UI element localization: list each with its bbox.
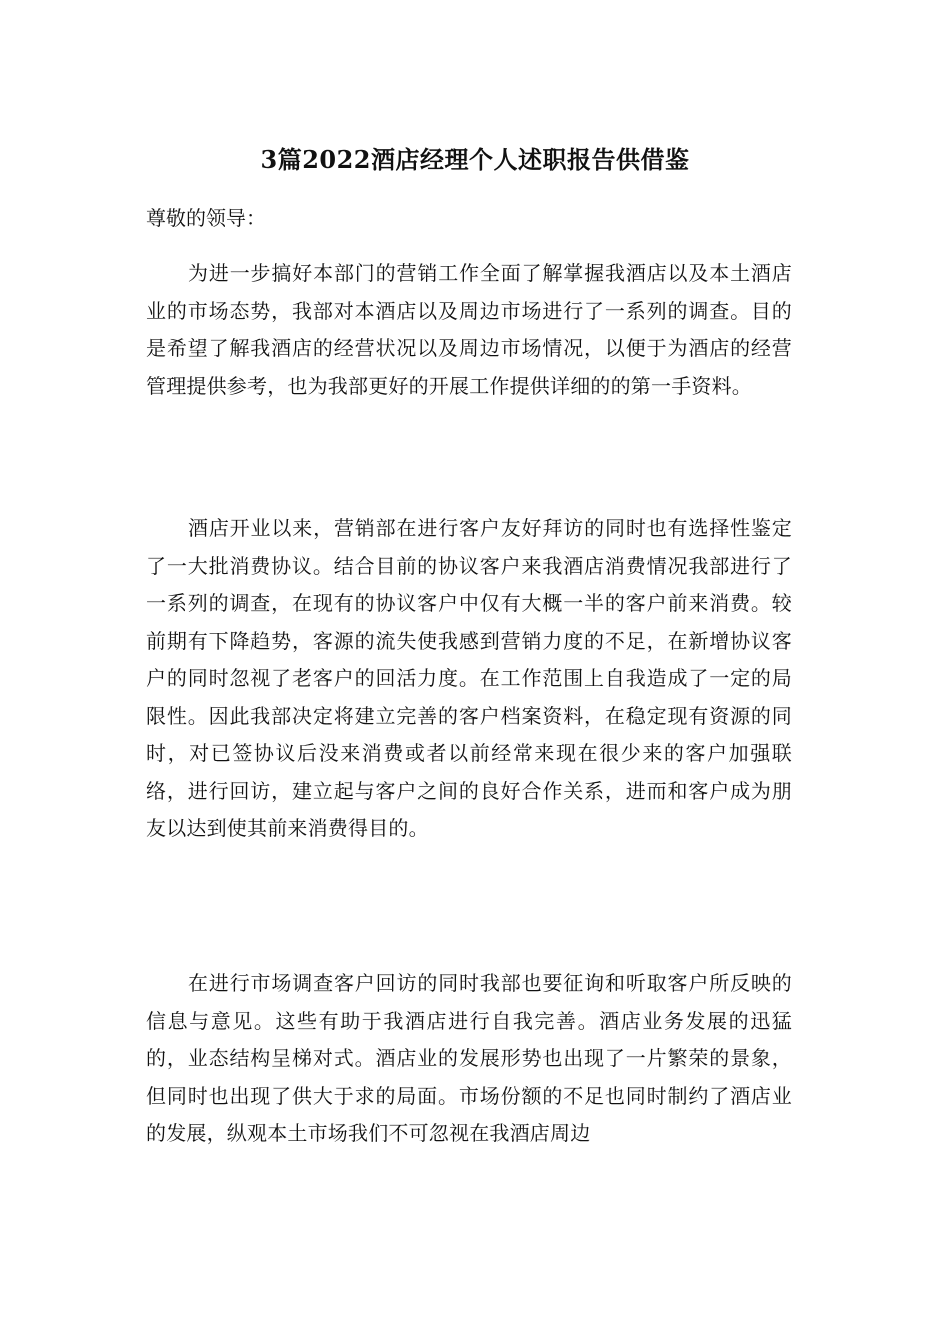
paragraph-1: 为进一步搞好本部门的营销工作全面了解掌握我酒店以及本土酒店业的市场态势，我部对本酒店以及周边市场进行了一系列的调查。目的是希望了解我酒店的经营状况以及周边市场情况，以便于为酒店的经营管理提供参考，也为我部更好的开展工作提供详细的的第一手资料。: [146, 261, 792, 398]
paragraph-3: 在进行市场调查客户回访的同时我部也要征询和听取客户所反映的信息与意见。这些有助于我酒店进行自我完善。酒店业务发展的迅猛的，业态结构呈梯对式。酒店业的发展形势也出现了一片繁荣的景象，但同时也出现了供大于求的局面。市场份额的不足也同时制约了酒店业的发展，纵观本土市场我们不可忽视在我酒店周边: [146, 971, 792, 1145]
salutation: 尊敬的领导：: [146, 206, 266, 230]
paragraph-2: 酒店开业以来，营销部在进行客户友好拜访的同时也有选择性鉴定了一大批消费协议。结合目前的协议客户来我酒店消费情况我部进行了一系列的调查，在现有的协议客户中仅有大概一半的客户前来消费。较前期有下降趋势，客源的流失使我感到营销力度的不足，在新增协议客户的同时忽视了老客户的回活力度。在工作范围上自我造成了一定的局限性。因此我部决定将建立完善的客户档案资料，在稳定现有资源的同时，对已签协议后没来消费或者以前经常来现在很少来的客户加强联络，进行回访，建立起与客户之间的良好合作关系，进而和客户成为朋友以达到使其前来消费得目的。: [146, 516, 792, 840]
document-title: 3篇2022酒店经理个人述职报告供借鉴: [260, 145, 690, 174]
